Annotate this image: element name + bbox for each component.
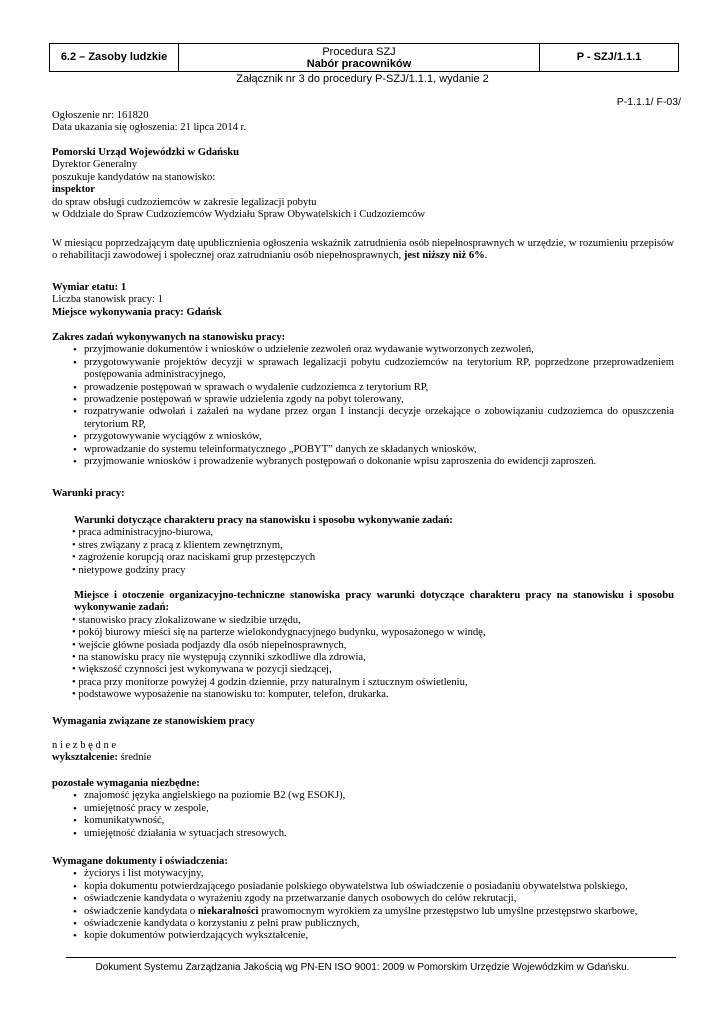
job-etat: Wymiar etatu: 1 [52, 282, 127, 293]
employer-name: Pomorski Urząd Wojewódzki w Gdańsku [52, 147, 239, 158]
attachment-subtitle: Załącznik nr 3 do procedury P-SZJ/1.1.1, wydanie 2 [236, 73, 489, 85]
record-post: prawomocnym wyrokiem za umyślne przestępstwo lub umyślne przestępstwo skarbowe, [258, 905, 638, 917]
necessary-label: n i e z b ę d n e [52, 740, 117, 751]
list-item: • wprowadzanie do systemu teleinformatycznego „POBYT” danych ze składanych wniosków, [52, 444, 674, 456]
employer-seeks: poszukuje kandydatów na stanowisko: [52, 171, 216, 183]
job-count: Liczba stanowisk pracy: 1 [52, 294, 163, 306]
disability-note-end: . [484, 250, 488, 262]
employer-block [52, 147, 674, 221]
other-requirements [52, 778, 674, 840]
header-code: P - SZJ/1.1.1 [576, 51, 642, 64]
header-table [49, 43, 679, 72]
list-item: • życiorys i list motywacyjny, [52, 868, 674, 880]
list-item: • podstawowe wyposażenie na stanowisku to: komputer, telefon, drukarka. [72, 689, 389, 701]
list-item: • komunikatywność, [52, 815, 674, 827]
header-procedure-line1: Procedura SZJ [322, 45, 396, 58]
list-item: • rozpatrywanie odwołań i zażaleń na wydane przez organ I instancji decyzje orzekające o zobowiązaniu cudzoziemca do opuszczenia terytorium RP, [52, 406, 674, 431]
list-item [52, 906, 674, 918]
list-item: • przygotowywanie wyciągów z wniosków, [52, 431, 674, 443]
duties-heading: Zakres zadań wykonywanych na stanowisku pracy: [52, 332, 286, 343]
footer-divider [66, 957, 676, 958]
requirements-necessary [52, 740, 674, 765]
list-item: • przyjmowanie dokumentów i wniosków o udzielenie zezwoleń oraz wydawanie wytworzonych zezwoleń, [52, 344, 674, 356]
announcement-number: Ogłoszenie nr: 161820 [52, 110, 149, 121]
list-item: • zagrożenie korupcją oraz naciskami grup przestępczych [72, 552, 316, 564]
form-code: P-1.1.1/ F-03/ [616, 96, 681, 108]
header-procedure [179, 44, 540, 71]
record-bold: niekaralności [197, 905, 259, 917]
footer-text: Dokument Systemu Zarządzania Jakością wg PN-EN ISO 9001: 2009 w Pomorskim Urzędzie Wojewódzkim w Gdańsku. [95, 962, 630, 973]
list-item: • wejście główne posiada podjazdy dla osób niepełnosprawnych, [72, 639, 347, 651]
record-pre: oświadczenie kandydata o [84, 905, 198, 917]
list-item: • prowadzenie postępowań w sprawach o wydalenie cudzoziemca z terytorium RP, [52, 382, 674, 394]
job-place: Miejsce wykonywania pracy: Gdańsk [52, 306, 222, 318]
disability-note [52, 238, 674, 263]
conditions-place [52, 590, 674, 702]
list-item: • stres związany z pracą z klientem zewnętrznym, [72, 539, 283, 551]
list-item: • przygotowywanie projektów decyzji w sprawach legalizacji pobytu cudzoziemców na terytorium RP, poprzedzone przeprowadzeniem postępowania administracyjnego, [52, 357, 674, 382]
duties-list [52, 344, 674, 468]
list-item: • umiejętność pracy w zespole, [52, 803, 674, 815]
employer-director: Dyrektor Generalny [52, 159, 138, 171]
education-label: wykształcenie: [52, 752, 118, 764]
character-heading: Warunki dotyczące charakteru pracy na stanowisku i sposobu wykonywanie zadań: [74, 515, 453, 526]
other-requirements-heading: pozostałe wymagania niezbędne: [52, 778, 200, 789]
list-item: • prowadzenie postępowań w sprawie udzielenia zgody na pobyt tolerowany, [52, 394, 674, 406]
header-procedure-line2: Nabór pracowników [306, 57, 412, 70]
documents-list [52, 868, 674, 942]
position-scope-1: do spraw obsługi cudzoziemców w zakresie legalizacji pobytu [52, 196, 317, 208]
job-details [52, 282, 674, 319]
list-item: • nietypowe godziny pracy [72, 564, 186, 576]
list-item: • większość czynności jest wykonywana w pozycji siedzącej, [72, 664, 332, 676]
requirements-heading: Wymagania związane ze stanowiskiem pracy [52, 716, 255, 727]
other-requirements-list [52, 790, 674, 840]
conditions-character [52, 515, 674, 577]
list-item: • kopia dokumentu potwierdzającego posiadanie polskiego obywatelstwa lub oświadczenie o posiadaniu obywatelstwa polskiego, [52, 881, 674, 893]
announcement-info [52, 110, 674, 135]
list-item: • umiejętność działania w sytuacjach stresowych. [52, 828, 674, 840]
disability-note-bold: jest niższy niż 6% [403, 250, 485, 262]
position-scope-2: w Oddziale do Spraw Cudzoziemców Wydziału Spraw Obywatelskich i Cudzoziemców [52, 209, 426, 221]
header-section: 6.2 – Zasoby ludzkie [50, 44, 179, 71]
list-item: • przyjmowanie wniosków i prowadzenie wybranych postępowań o dokonanie wpisu zaproszenia do ewidencji zaproszeń. [52, 456, 674, 468]
announcement-date: Data ukazania się ogłoszenia: 21 lipca 2014 r. [52, 122, 247, 134]
list-item: • praca przy monitorze powyżej 4 godzin dziennie, przy naturalnym i sztucznym oświetleniu, [72, 676, 468, 688]
place-heading: Miejsce i otoczenie organizacyjno-techniczne stanowiska pracy warunki dotyczące charakteru pracy na stanowisku i sposobu wykonywanie zadań: [74, 590, 674, 614]
documents-section [52, 856, 674, 943]
list-item: • praca administracyjno-biurowa, [72, 527, 214, 539]
list-item: • oświadczenie kandydata o korzystaniu z pełni praw publicznych, [52, 918, 674, 930]
position-title: inspektor [52, 184, 95, 196]
list-item: • oświadczenie kandydata o wyrażeniu zgody na przetwarzanie danych osobowych do celów rekrutacji, [52, 893, 674, 905]
education-line [52, 752, 674, 764]
duties-section [52, 332, 674, 468]
list-item: • na stanowisku pracy nie występują czynniki szkodliwe dla zdrowia, [72, 652, 366, 664]
list-item: • kopie dokumentów potwierdzających wykształcenie, [52, 930, 674, 942]
documents-heading: Wymagane dokumenty i oświadczenia: [52, 856, 228, 867]
list-item: • pokój biurowy mieści się na parterze wielokondygnacyjnego budynku, wyposażonego w windę, [72, 627, 486, 639]
disability-note-text: W miesiącu poprzedzającym datę upublicznienia ogłoszenia wskaźnik zatrudnienia osób niepełnosprawnych w urzędzie, w rozumieniu przepisów o rehabilitacji zawodowej i społecznej oraz zatrudnianiu osób niepełnosprawnych, [52, 238, 674, 262]
list-item: • znajomość języka angielskiego na poziomie B2 (wg ESOKJ), [52, 790, 674, 802]
list-item: • stanowisko pracy zlokalizowane w siedzibie urzędu, [72, 614, 301, 626]
education-value: średnie [117, 752, 152, 764]
conditions-heading: Warunki pracy: [52, 488, 125, 499]
